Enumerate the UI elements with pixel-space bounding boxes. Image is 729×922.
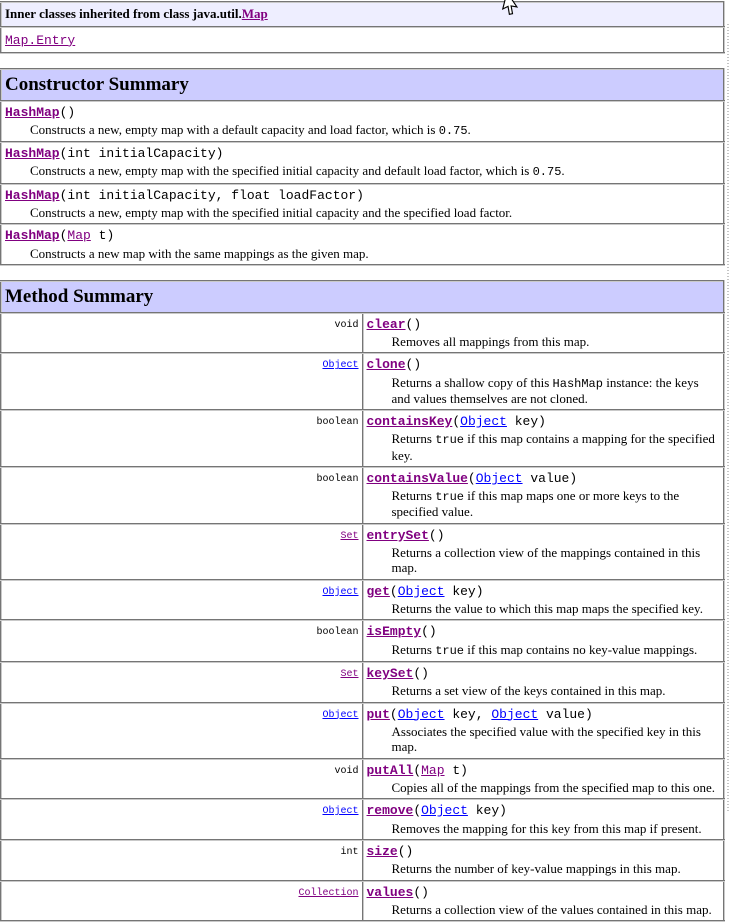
param-type: int — [67, 187, 91, 203]
method-signature: clone() — [366, 357, 422, 373]
desc-text: Returns a collection view of the values contained in this map. — [391, 901, 712, 917]
return-type-cell — [1, 467, 363, 524]
inner-classes-header-row — [1, 2, 724, 27]
return-type-cell — [1, 580, 363, 621]
method-cell — [363, 410, 725, 467]
param-type-link[interactable]: Object — [421, 803, 468, 819]
desc-text: instance: the keys and values themselves are not cloned. — [391, 374, 699, 406]
return-type-cell — [1, 313, 363, 354]
desc-text: if this map maps one or more keys to the specified value. — [391, 488, 680, 520]
return-type-link[interactable]: Set — [340, 530, 359, 542]
row-description — [392, 545, 721, 576]
method-cell — [363, 353, 725, 410]
param-type-link[interactable]: Object — [397, 706, 445, 722]
desc-text: . — [561, 163, 565, 179]
row-description — [392, 488, 721, 519]
method-signature: putAll(Map t) — [366, 762, 468, 778]
method-link[interactable]: entrySet — [366, 527, 429, 543]
row-description — [392, 642, 721, 658]
method-signature: put(Object key, Object value) — [366, 706, 593, 722]
row-description — [30, 163, 720, 179]
desc-text: . — [467, 121, 471, 137]
return-type: boolean — [316, 417, 359, 429]
method-link[interactable]: containsValue — [366, 470, 468, 486]
method-cell — [363, 524, 725, 580]
desc-text: Copies all of the mappings from the specified map to this one. — [391, 779, 715, 795]
inner-classes-entry-cell — [1, 27, 724, 53]
method-signature: get(Object key) — [366, 583, 484, 599]
method-link[interactable]: remove — [366, 803, 414, 819]
return-type-cell — [1, 840, 363, 881]
method-row — [1, 703, 724, 759]
desc-text: Constructs a new map with the same mappings as the given map. — [30, 245, 369, 261]
inline-code: true — [435, 433, 465, 448]
method-row — [1, 524, 724, 580]
method-cell — [363, 620, 725, 661]
method-signature: containsValue(Object value) — [366, 470, 578, 486]
row-description — [392, 601, 721, 616]
method-summary-table — [0, 280, 725, 922]
method-link[interactable]: containsKey — [366, 414, 453, 430]
row-description — [30, 246, 720, 261]
constructor-signature: HashMap(int initialCapacity) — [5, 146, 224, 162]
map-entry-link[interactable]: Map.Entry — [5, 32, 76, 48]
return-type-cell — [1, 662, 363, 703]
inner-classes-header-text: Inner classes inherited from class java.util. — [5, 6, 242, 21]
method-row — [1, 759, 724, 800]
return-type: void — [334, 765, 359, 777]
return-type-link[interactable]: Object — [322, 709, 359, 721]
constructor-summary-title: Constructor Summary — [1, 69, 724, 101]
method-link[interactable]: clone — [366, 357, 406, 373]
constructor-link[interactable]: HashMap — [5, 146, 60, 162]
constructor-signature: HashMap(Map t) — [5, 228, 115, 244]
inline-code: HashMap — [552, 376, 603, 391]
map-class-link[interactable]: Map — [241, 6, 268, 21]
inner-classes-entry-row — [1, 27, 724, 53]
return-type-link[interactable]: Object — [322, 586, 359, 598]
desc-text: if this map contains a mapping for the specified key. — [391, 431, 715, 463]
return-type: boolean — [316, 473, 359, 485]
method-row — [1, 840, 724, 881]
row-description — [392, 780, 721, 795]
method-link[interactable]: putAll — [366, 762, 414, 778]
constructor-row — [1, 142, 724, 183]
method-cell — [363, 759, 725, 800]
constructor-row — [1, 184, 724, 225]
constructor-cell — [1, 184, 724, 225]
inner-classes-header — [1, 2, 724, 27]
method-signature: containsKey(Object key) — [366, 414, 546, 430]
return-type: void — [334, 319, 359, 331]
method-cell — [363, 840, 725, 881]
method-signature: remove(Object key) — [366, 803, 507, 819]
param-type-link[interactable]: Map — [67, 228, 91, 244]
constructor-summary-header-row — [1, 69, 724, 101]
method-summary-title: Method Summary — [1, 281, 724, 313]
method-row — [1, 467, 724, 524]
row-description — [392, 683, 721, 698]
return-type-link[interactable]: Object — [322, 806, 359, 818]
row-description — [392, 334, 721, 349]
inline-code: 0.75 — [438, 123, 468, 138]
param-type-link[interactable]: Map — [421, 762, 445, 778]
method-row — [1, 313, 724, 354]
method-cell — [363, 580, 725, 621]
constructor-signature: HashMap(int initialCapacity, float loadFactor) — [5, 187, 364, 203]
return-type-cell — [1, 524, 363, 580]
inner-classes-table — [0, 1, 725, 54]
desc-text: Constructs a new, empty map with the specified initial capacity and default load factor, which is — [30, 163, 533, 179]
method-link[interactable]: isEmpty — [366, 624, 422, 640]
desc-text: Returns a shallow copy of this — [391, 374, 553, 390]
row-description — [392, 902, 721, 917]
desc-text: Returns a set view of the keys contained in this map. — [391, 683, 666, 699]
desc-text: Constructs a new, empty map with the specified initial capacity and the specified load factor. — [30, 204, 513, 220]
method-link[interactable]: put — [366, 706, 390, 722]
param-type: float — [231, 187, 271, 203]
inline-code: 0.75 — [532, 165, 562, 180]
param-type-link[interactable]: Object — [475, 470, 523, 486]
row-description — [392, 375, 721, 406]
method-cell — [363, 799, 725, 840]
desc-text: Returns the number of key-value mappings in this map. — [391, 861, 681, 877]
method-row — [1, 353, 724, 410]
return-type-link[interactable]: Object — [322, 360, 359, 372]
param-type: int — [67, 146, 91, 162]
inline-code: true — [435, 490, 465, 505]
desc-text: Constructs a new, empty map with a default capacity and load factor, which is — [30, 121, 439, 137]
method-row — [1, 620, 724, 661]
method-row — [1, 410, 724, 467]
return-type-cell — [1, 620, 363, 661]
method-row — [1, 580, 724, 621]
return-type-cell — [1, 759, 363, 800]
method-link[interactable]: values — [366, 884, 414, 900]
method-summary-header-row — [1, 281, 724, 313]
desc-text: Returns — [391, 641, 436, 657]
row-description — [30, 122, 720, 138]
method-signature: size() — [366, 843, 414, 859]
method-row — [1, 662, 724, 703]
return-type-cell — [1, 703, 363, 759]
desc-text: Associates the specified value with the specified key in this map. — [391, 723, 701, 755]
row-description — [392, 724, 721, 755]
constructor-cell — [1, 224, 724, 265]
return-type-cell — [1, 410, 363, 467]
method-cell — [363, 662, 725, 703]
constructor-row — [1, 224, 724, 265]
constructor-cell — [1, 142, 724, 183]
param-type-link[interactable]: Object — [397, 583, 445, 599]
return-type-link[interactable]: Set — [340, 668, 359, 680]
constructor-signature: HashMap() — [5, 104, 76, 120]
inline-code: true — [435, 643, 465, 658]
method-cell — [363, 467, 725, 524]
method-signature: isEmpty() — [366, 624, 437, 640]
desc-text: Removes all mappings from this map. — [391, 334, 590, 349]
method-link[interactable]: get — [366, 583, 390, 599]
constructor-link[interactable]: HashMap — [5, 104, 60, 120]
return-type-link[interactable]: Collection — [298, 887, 359, 899]
desc-text: if this map contains no key-value mappings. — [464, 641, 698, 657]
constructor-row — [1, 101, 724, 142]
method-cell — [363, 703, 725, 759]
method-link[interactable]: clear — [366, 316, 406, 332]
method-cell — [363, 881, 725, 922]
return-type: boolean — [316, 627, 359, 639]
constructor-link[interactable]: HashMap — [5, 228, 60, 244]
desc-text: Returns — [391, 488, 436, 504]
method-signature: clear() — [366, 316, 422, 332]
param-type-link[interactable]: Object — [460, 414, 507, 430]
return-type-cell — [1, 353, 363, 410]
method-row — [1, 799, 724, 840]
return-type-cell — [1, 881, 363, 922]
method-signature: entrySet() — [366, 527, 445, 543]
desc-text: Returns a collection view of the mappings contained in this map. — [391, 545, 701, 576]
constructor-cell — [1, 101, 724, 142]
row-description — [30, 205, 720, 220]
method-cell — [363, 313, 725, 354]
row-description — [392, 821, 721, 836]
desc-text: Removes the mapping for this key from this map if present. — [391, 820, 702, 836]
method-link[interactable]: keySet — [366, 665, 414, 681]
row-description — [392, 861, 721, 876]
return-type-cell — [1, 799, 363, 840]
row-description — [392, 431, 721, 462]
desc-text: Returns the value to which this map maps the specified key. — [391, 601, 703, 617]
param-type-link[interactable]: Object — [491, 706, 539, 722]
method-signature: values() — [366, 884, 429, 900]
method-link[interactable]: size — [366, 843, 398, 859]
desc-text: Returns — [391, 431, 436, 447]
constructor-summary-table — [0, 68, 725, 266]
return-type: int — [340, 846, 359, 858]
constructor-link[interactable]: HashMap — [5, 187, 60, 203]
method-row — [1, 881, 724, 922]
method-signature: keySet() — [366, 665, 429, 681]
